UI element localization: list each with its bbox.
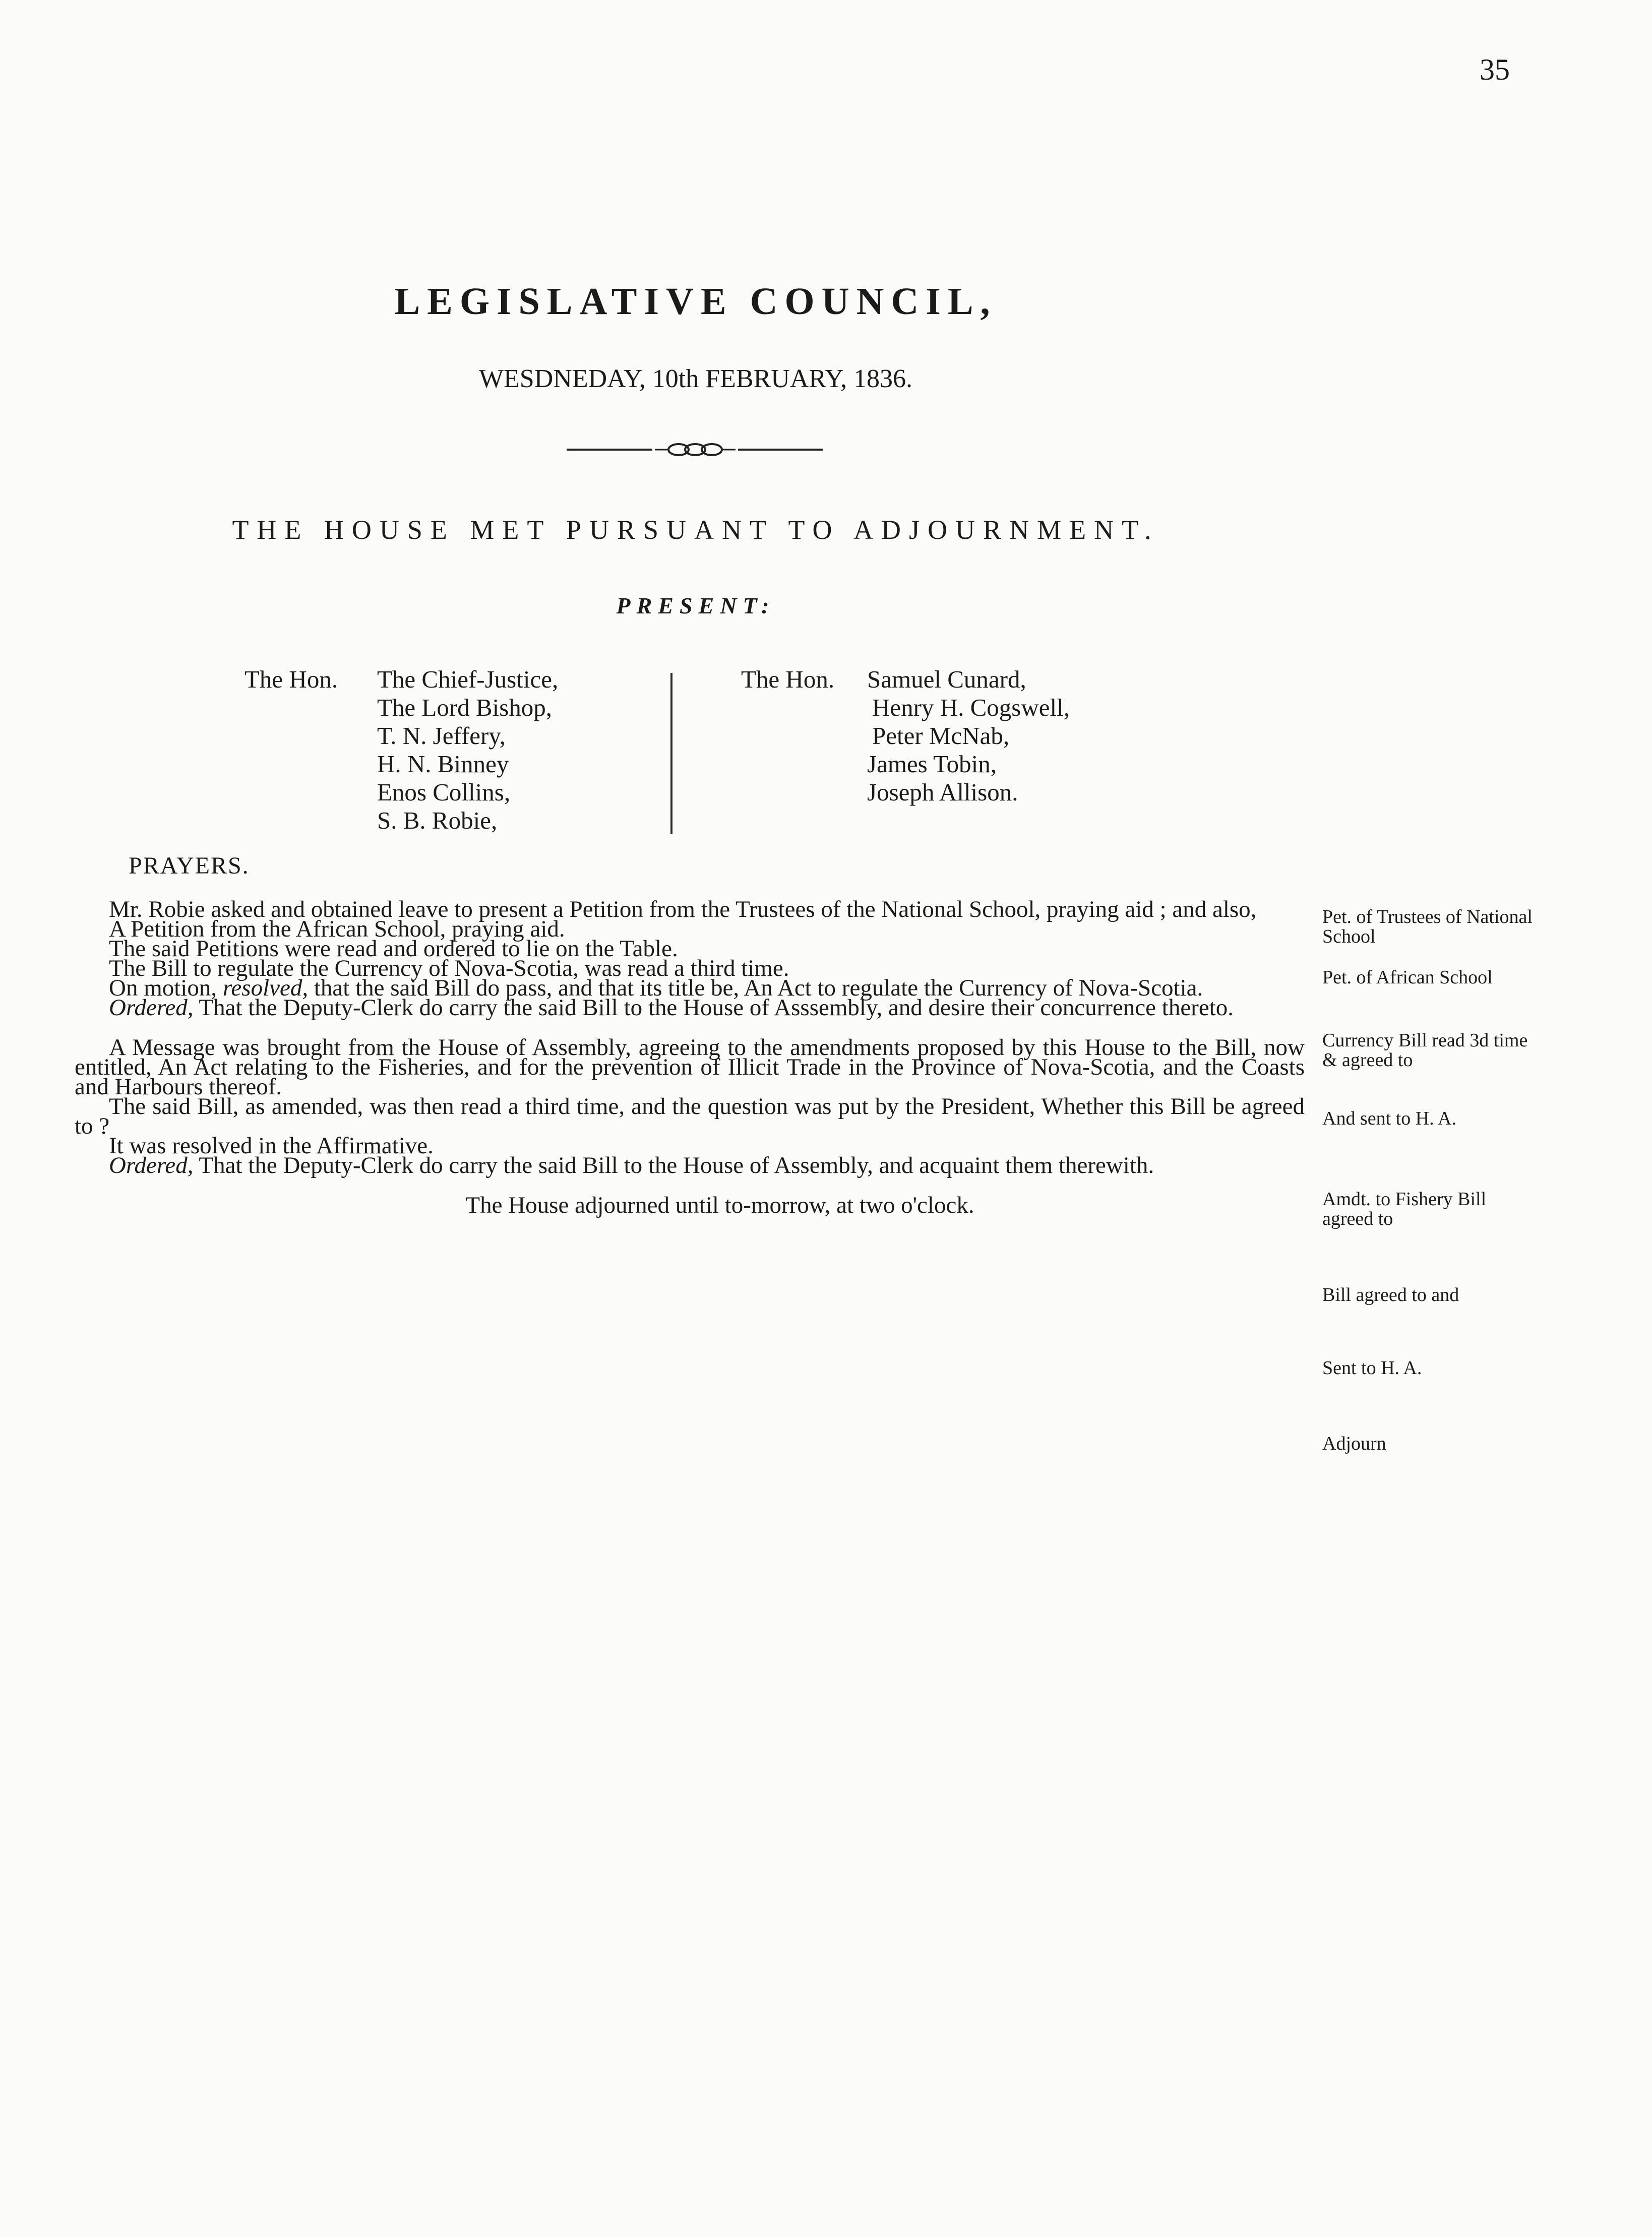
paragraph: A Message was brought from the House of Assembly, agreeing to the amendments proposed by this House to the Bill, now entitled, An Act relating to the Fisheries, and for the prevention of Illicit Trade in the Province of Nova-Scotia, and the Coasts and Harbours thereof.	[75, 1034, 1305, 1100]
paragraph: The said Petitions were read and ordered to lie on the Table.	[109, 936, 678, 962]
paragraph: A Petition from the African School, praying aid.	[109, 916, 565, 942]
member-name: James Tobin,	[867, 750, 997, 778]
ornament-divider-icon	[567, 440, 823, 460]
meeting-heading: THE HOUSE MET PURSUANT TO ADJOURNMENT.	[232, 515, 1159, 545]
margin-note: Pet. of African School	[1322, 967, 1493, 988]
minutes-body	[75, 896, 1305, 1218]
paragraph: The Bill to regulate the Currency of Nova-Scotia, was read a third time.	[109, 955, 789, 981]
text-run: That the Deputy-Clerk do carry the said Bill to the House of Asssembly, and desire their concurrence thereto.	[193, 995, 1234, 1021]
paragraph: The said Bill, as amended, was then read a third time, and the question was put by the President, Whether this Bill be agreed to ?	[75, 1093, 1305, 1139]
member-name: The Lord Bishop,	[377, 694, 553, 721]
session-date: WESDNEDAY, 10th FEBRUARY, 1836.	[478, 364, 913, 393]
member-name: T. N. Jeffery,	[377, 722, 506, 750]
left-members-prefix: The Hon.	[244, 665, 338, 693]
text-run: That the Deputy-Clerk do carry the said Bill to the House of Assembly, and acquaint them therewith.	[193, 1152, 1154, 1178]
margin-note: Adjourn	[1322, 1433, 1386, 1454]
right-members-list	[867, 665, 1070, 806]
present-label: PRESENT:	[616, 593, 775, 618]
italic-run: Ordered,	[109, 1152, 194, 1178]
paragraph: Mr. Robie asked and obtained leave to present a Petition from the Trustees of the National School, praying aid ; and also,	[109, 896, 1257, 922]
margin-note: And sent to H. A.	[1322, 1108, 1456, 1129]
right-members-prefix: The Hon.	[741, 665, 835, 693]
paragraph: It was resolved in the Affirmative.	[109, 1133, 434, 1159]
margin-note: Currency Bill read 3d time & agreed to	[1322, 1030, 1528, 1071]
margin-note: Amdt. to Fishery Bill agreed to	[1322, 1189, 1487, 1229]
member-name: Enos Collins,	[377, 778, 511, 806]
paragraph	[75, 995, 1305, 1021]
adjournment-line: The House adjourned until to-morrow, at two o'clock.	[465, 1192, 974, 1218]
italic-run: Ordered,	[109, 995, 194, 1021]
text-run: that the said Bill do pass, and that its title be, An Act to regulate the Currency of Nova-Scotia.	[308, 975, 1203, 1001]
member-name: Joseph Allison.	[867, 778, 1018, 806]
member-name: S. B. Robie,	[377, 806, 498, 834]
member-name: The Chief-Justice,	[377, 665, 559, 693]
paragraph	[75, 1152, 1305, 1178]
member-name: Henry H. Cogswell,	[872, 694, 1070, 721]
council-title: LEGISLATIVE COUNCIL,	[394, 280, 997, 323]
margin-note: Bill agreed to and	[1322, 1284, 1459, 1306]
member-name: H. N. Binney	[377, 750, 509, 778]
left-members-list	[377, 665, 558, 835]
member-name: Peter McNab,	[872, 722, 1010, 750]
prayers-heading: PRAYERS.	[129, 852, 250, 879]
page-number: 35	[1480, 53, 1510, 86]
member-name: Samuel Cunard,	[867, 665, 1026, 693]
members-divider	[670, 673, 672, 834]
margin-note: Sent to H. A.	[1322, 1357, 1422, 1379]
text-run: On motion,	[109, 975, 223, 1001]
margin-note: Pet. of Trustees of National School	[1322, 906, 1533, 947]
italic-run: resolved,	[222, 975, 309, 1001]
